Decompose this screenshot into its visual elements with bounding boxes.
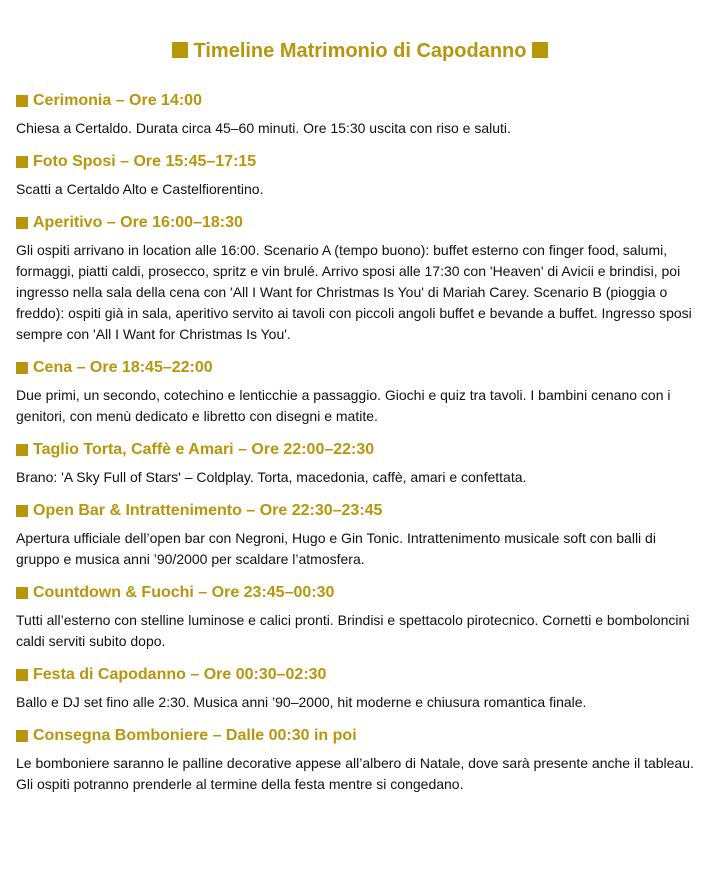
section-heading [16, 212, 704, 234]
section-cena [16, 357, 704, 427]
square-icon [16, 217, 28, 229]
section-body: Gli ospiti arrivano in location alle 16:00. Scenario A (tempo buono): buffet esterno con finger food, salumi, formaggi, piatti caldi, prosecco, spritz e vin brulé. Arrivo sposi alle 17:30 con 'Heaven' di Avicii e brindisi, poi ingresso nella sala della cena con 'All I Want for Christmas Is You' di Mariah Carey. Scenario B (pioggia o freddo): ospiti già in sala, aperitivo servito ai tavoli con piccoli angoli buffet e bevande a buffet. Ingresso sposi sempre con 'All I Want for Christmas Is You'. [16, 242, 692, 342]
section-foto-sposi [16, 151, 704, 200]
timeline-sections [16, 90, 704, 795]
section-heading [16, 439, 704, 461]
section-heading-text: Countdown & Fuochi – Ore 23:45–00:30 [33, 584, 335, 601]
page-title [16, 0, 704, 66]
section-body: Apertura ufficiale dell’open bar con Negroni, Hugo e Gin Tonic. Intrattenimento musicale soft con balli di gruppo e musica anni ’90/2000 per scaldare l’atmosfera. [16, 530, 656, 567]
page-title-text: Timeline Matrimonio di Capodanno [193, 40, 527, 62]
section-body: Scatti a Certaldo Alto e Castelfiorentino. [16, 181, 264, 197]
section-heading-text: Consegna Bomboniere – Dalle 00:30 in poi [33, 727, 357, 744]
square-icon [16, 95, 28, 107]
square-icon [532, 42, 548, 58]
section-bomboniere [16, 725, 704, 795]
section-heading-text: Cena – Ore 18:45–22:00 [33, 359, 213, 376]
square-icon [16, 444, 28, 456]
section-body: Ballo e DJ set fino alle 2:30. Musica anni ’90–2000, hit moderne e chiusura romantica finale. [16, 694, 587, 710]
square-icon [16, 587, 28, 599]
section-heading-text: Aperitivo – Ore 16:00–18:30 [33, 214, 243, 231]
section-body: Tutti all’esterno con stelline luminose e calici pronti. Brindisi e spettacolo pirotecnico. Cornetti e bomboloncini caldi serviti subito dopo. [16, 612, 690, 649]
section-heading-text: Foto Sposi – Ore 15:45–17:15 [33, 153, 257, 170]
section-body: Le bomboniere saranno le palline decorative appese all’albero di Natale, dove sarà presente anche il tableau. Gli ospiti potranno prenderle al termine della festa mentre si congedano. [16, 755, 694, 792]
section-heading [16, 151, 704, 173]
section-taglio-torta [16, 439, 704, 488]
square-icon [16, 156, 28, 168]
square-icon [172, 42, 188, 58]
section-aperitivo [16, 212, 704, 345]
section-countdown [16, 582, 704, 652]
section-heading-text: Festa di Capodanno – Ore 00:30–02:30 [33, 666, 327, 683]
section-heading-text: Cerimonia – Ore 14:00 [33, 92, 202, 109]
section-heading [16, 582, 704, 604]
square-icon [16, 730, 28, 742]
section-heading [16, 90, 704, 112]
section-heading-text: Taglio Torta, Caffè e Amari – Ore 22:00–22:30 [33, 441, 375, 458]
section-festa [16, 664, 704, 713]
square-icon [16, 505, 28, 517]
square-icon [16, 362, 28, 374]
section-open-bar [16, 500, 704, 570]
section-body: Brano: 'A Sky Full of Stars' – Coldplay. Torta, macedonia, caffè, amari e confettata. [16, 469, 527, 485]
section-body: Chiesa a Certaldo. Durata circa 45–60 minuti. Ore 15:30 uscita con riso e saluti. [16, 120, 511, 136]
section-body: Due primi, un secondo, cotechino e lenticchie a passaggio. Giochi e quiz tra tavoli. I bambini cenano con i genitori, con menù dedicato e libretto con disegni e matite. [16, 387, 671, 424]
section-heading [16, 725, 704, 747]
section-heading [16, 664, 704, 686]
section-cerimonia [16, 90, 704, 139]
section-heading-text: Open Bar & Intrattenimento – Ore 22:30–23:45 [33, 502, 383, 519]
square-icon [16, 669, 28, 681]
section-heading [16, 500, 704, 522]
section-heading [16, 357, 704, 379]
